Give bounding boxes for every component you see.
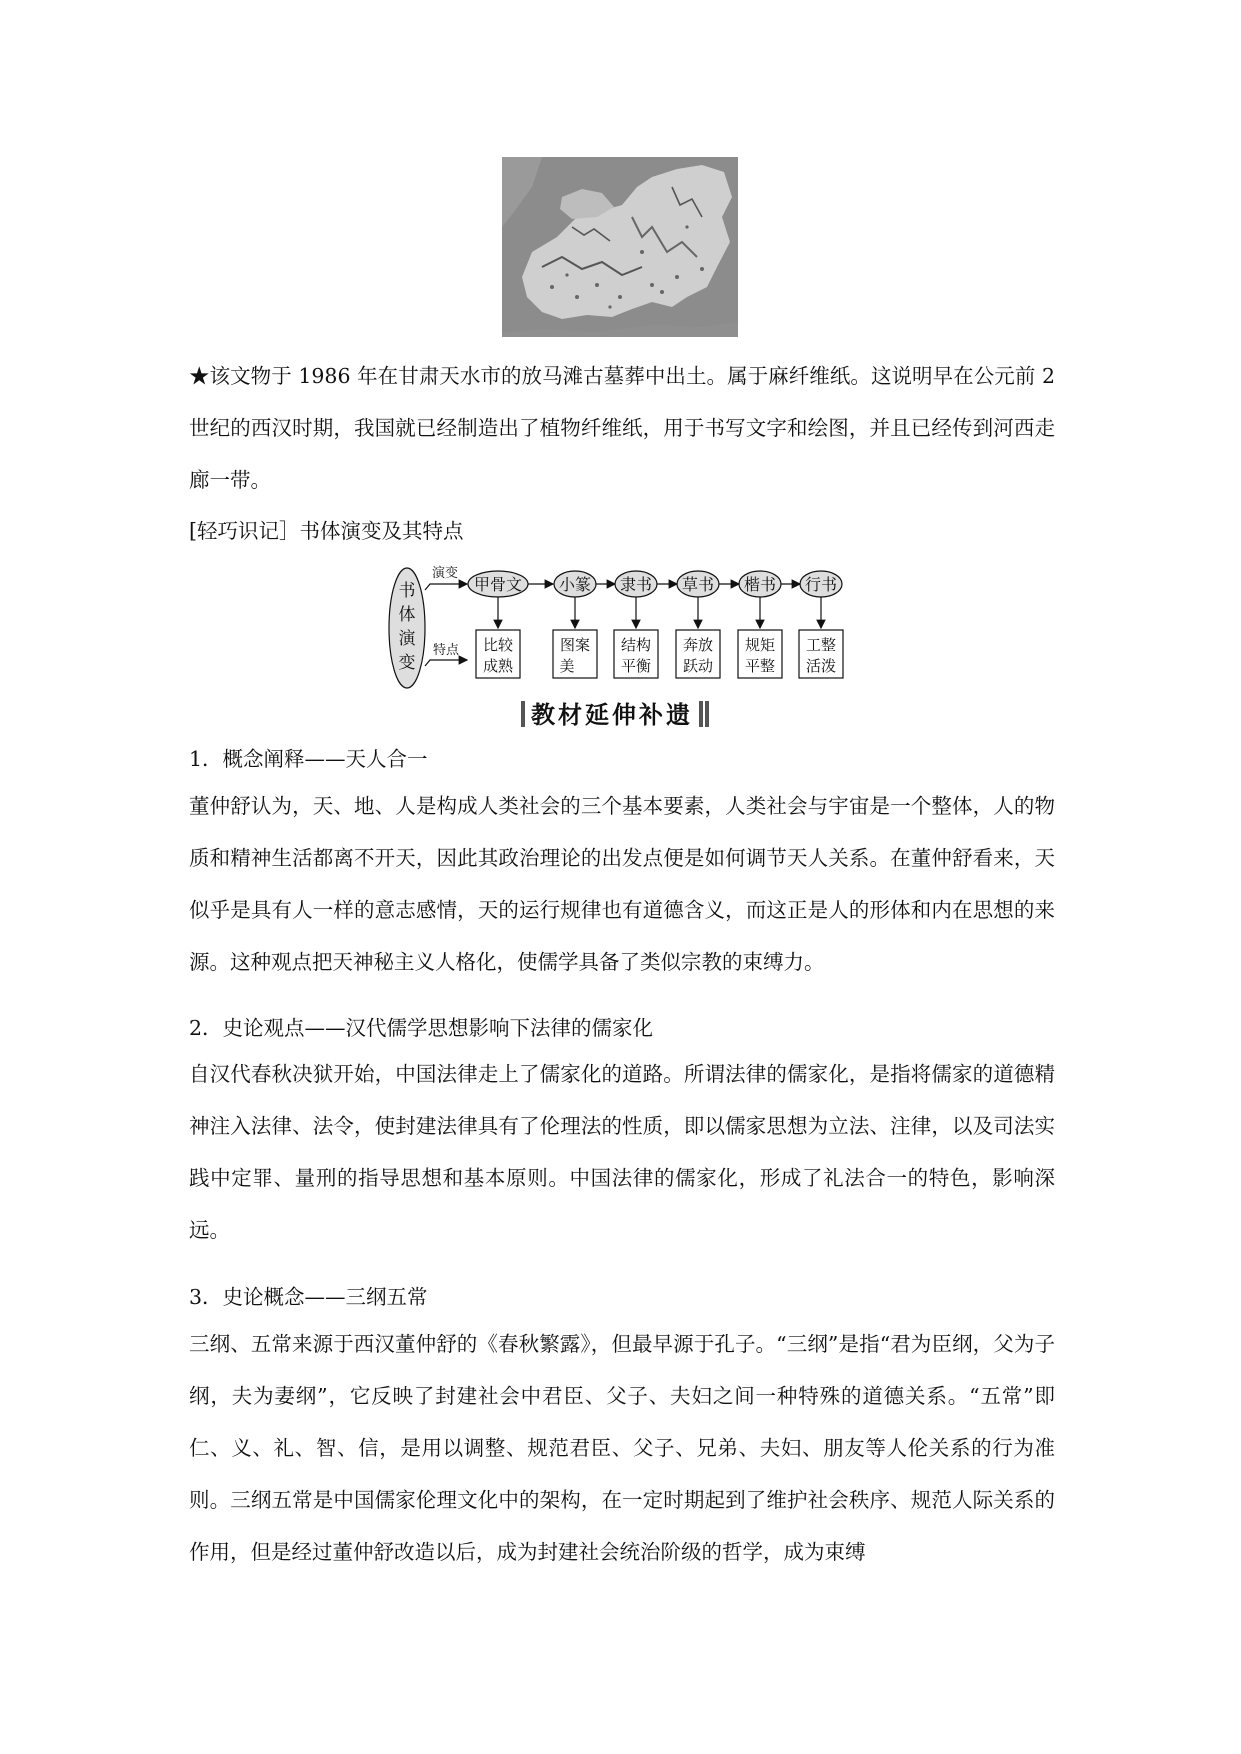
script-label: 小篆 bbox=[558, 575, 592, 594]
item-2-body: 自汉代春秋决狱开始，中国法律走上了儒家化的道路。所谓法律的儒家化，是指将儒家的道德精神注入法律、法令，使封建法律具有了伦理法的性质，即以儒家思想为立法、注律，以及司法实践中定罪、量刑的指导思想和基本原则。中国法律的儒家化，形成了礼法合一的特色，影响深远。 bbox=[189, 1062, 1055, 1242]
feature-line: 图案 bbox=[559, 636, 591, 654]
script-label: 楷书 bbox=[743, 575, 777, 594]
item-1-body: 董仲舒认为，天、地、人是构成人类社会的三个基本要素，人类社会与宇宙是一个整体，人的物质和精神生活都离不开天，因此其政治理论的出发点便是如何调节天人关系。在董仲舒看来，天似乎是具有人一样的意志感情，天的运行规律也有道德含义，而这正是人的形体和内在思想的来源。这种观点把天神秘主义人格化，使儒学具备了类似宗教的束缚力。 bbox=[189, 794, 1055, 974]
script-row bbox=[468, 571, 842, 597]
feature-line: 平衡 bbox=[620, 657, 652, 675]
feature-line: 工整 bbox=[805, 636, 837, 654]
script-label: 草书 bbox=[681, 575, 715, 594]
root-char: 演 bbox=[398, 629, 416, 649]
branch-arrow bbox=[425, 584, 467, 590]
branch-bottom-label: 特点 bbox=[433, 643, 460, 658]
script-label: 行书 bbox=[804, 575, 838, 594]
feature-line: 活泼 bbox=[805, 657, 837, 675]
feature-line: 结构 bbox=[620, 636, 652, 654]
feature-line: 平整 bbox=[744, 657, 776, 675]
paper-map-artifact-photo bbox=[502, 157, 738, 337]
feature-line: 奔放 bbox=[682, 636, 714, 654]
section-title-text: 教材延伸补遗 bbox=[531, 701, 693, 729]
root-char: 变 bbox=[398, 653, 416, 673]
item-3-body: 三纲、五常来源于西汉董仲舒的《春秋繁露》，但最早源于孔子。“三纲”是指“君为臣纲，父为子纲，夫为妻纲”，它反映了封建社会中君臣、父子、夫妇之间一种特殊的道德关系。“五常”即仁、义、礼、智、信，是用以调整、规范君臣、父子、兄弟、夫妇、朋友等人伦关系的行为准则。三纲五常是中国儒家伦理文化中的架构，在一定时期起到了维护社会秩序、规范人际关系的作用，但是经过董仲舒改造以后，成为封建社会统治阶级的哲学，成为束缚 bbox=[189, 1332, 1055, 1564]
feature-row bbox=[476, 630, 843, 678]
root-char: 体 bbox=[398, 605, 416, 625]
script-label: 甲骨文 bbox=[473, 575, 523, 594]
feature-line: 跃动 bbox=[682, 657, 714, 675]
branch-arrow bbox=[425, 660, 467, 666]
branch-top-label: 演变 bbox=[432, 566, 459, 581]
feature-line: 规矩 bbox=[744, 636, 776, 654]
artifact-caption: ★该文物于 1986 年在甘肃天水市的放马滩古墓葬中出土。属于麻纤维纸。这说明早在公元前 2 世纪的西汉时期，我国就已经制造出了植物纤维纸，用于书写文字和绘图，并且已经传到河西走廊一带。 bbox=[189, 364, 1055, 492]
item-2-heading: 2．史论观点——汉代儒学思想影响下法律的儒家化 bbox=[189, 1016, 654, 1040]
feature-line: 美 bbox=[559, 657, 575, 675]
section-title bbox=[515, 696, 715, 734]
feature-line: 比较 bbox=[482, 636, 514, 654]
item-3-heading: 3．史论概念——三纲五常 bbox=[189, 1285, 428, 1309]
root-char: 书 bbox=[398, 581, 416, 601]
tip-heading: [轻巧识记］书体演变及其特点 bbox=[189, 519, 464, 543]
title-bar-left bbox=[521, 701, 525, 727]
script-label: 隶书 bbox=[619, 575, 653, 594]
feature-line: 成熟 bbox=[482, 657, 514, 675]
script-evolution-diagram bbox=[385, 564, 865, 692]
title-bar-right bbox=[705, 701, 709, 727]
item-1-heading: 1．概念阐释——天人合一 bbox=[189, 747, 428, 771]
